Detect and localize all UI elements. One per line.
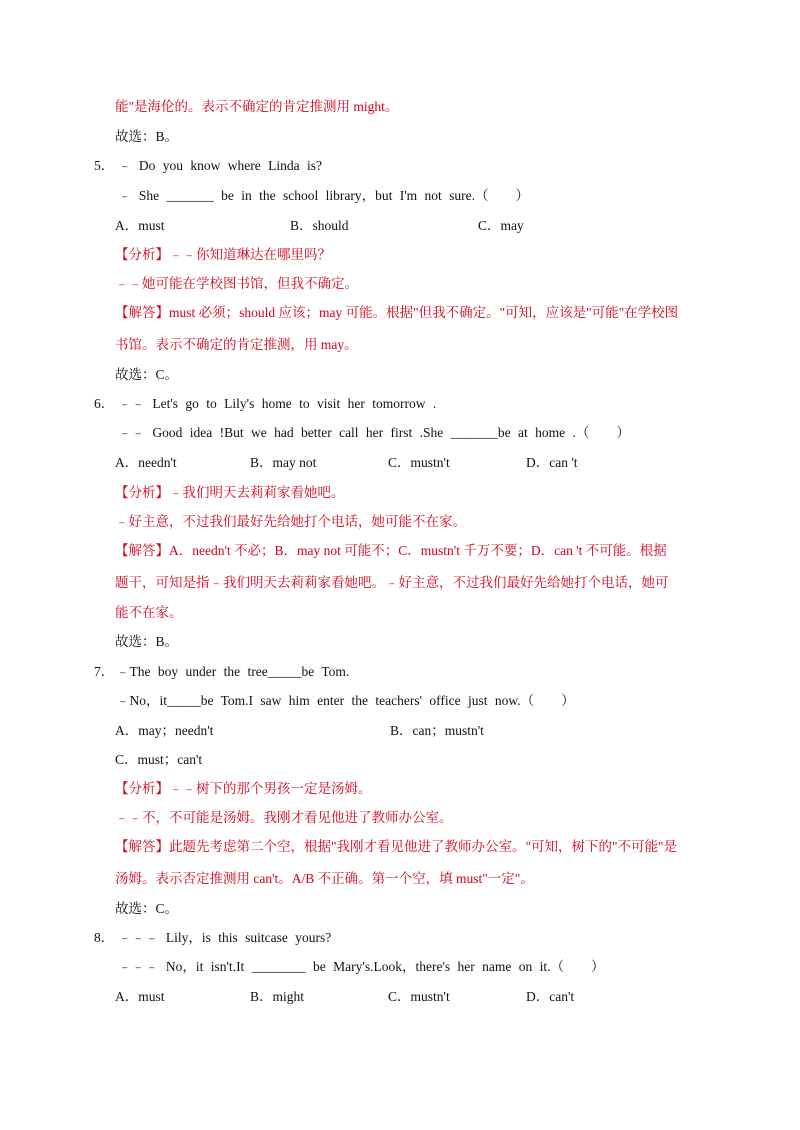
q5-option-c[interactable]: C．may bbox=[478, 218, 524, 233]
q6-option-a[interactable]: A．needn't bbox=[115, 455, 177, 470]
q6-solution-2: 题干，可知是指﹣我们明天去莉莉家看她吧。﹣好主意，不过我们最好先给她打个电话，她可 bbox=[115, 575, 669, 590]
q7-line2: ﹣No，it_____be Tom.I saw him enter the teachers' office just now.（ ） bbox=[116, 693, 575, 708]
q6-option-d[interactable]: D．can 't bbox=[526, 455, 578, 470]
q5-option-b[interactable]: B．should bbox=[290, 218, 349, 233]
q6-solution-3: 能不在家。 bbox=[115, 605, 183, 620]
q6-number: 6． bbox=[94, 396, 115, 411]
q5-analysis-2: ﹣﹣她可能在学校图书馆，但我不确定。 bbox=[115, 276, 358, 291]
q5-option-a[interactable]: A．must bbox=[115, 218, 165, 233]
q6-line1: ﹣﹣ Let's go to Lily's home to visit her tomorrow . bbox=[118, 396, 437, 411]
q7-analysis-1: 【分析】﹣﹣树下的那个男孩一定是汤姆。 bbox=[115, 781, 372, 796]
q6-analysis-1: 【分析】﹣我们明天去莉莉家看她吧。 bbox=[115, 485, 345, 500]
q7-solution-2: 汤姆。表示否定推测用 can't。A/B 不正确。第一个空，填 must"一定"。 bbox=[115, 871, 534, 886]
q5-solution-1: 【解答】must 必须；should 应该；may 可能。根据"但我不确定。"可知，应该是"可能"在学校图 bbox=[115, 305, 679, 320]
q8-option-b[interactable]: B．might bbox=[250, 989, 305, 1004]
q5-line2: ﹣ She _______ be in the school library，but I'm not sure.（ ） bbox=[118, 188, 530, 203]
q8-option-d[interactable]: D．can't bbox=[526, 989, 575, 1004]
q5-solution-2: 书馆。表示不确定的肯定推测，用 may。 bbox=[115, 337, 358, 352]
q8-number: 8． bbox=[94, 930, 115, 945]
q8-option-c[interactable]: C．mustn't bbox=[388, 989, 450, 1004]
q7-solution-1: 【解答】此题先考虑第二个空，根据"我刚才看见他进了教师办公室。"可知，树下的"不可能"是 bbox=[115, 839, 678, 854]
q7-option-c[interactable]: C．must；can't bbox=[115, 752, 203, 767]
q7-line1: ﹣The boy under the tree_____be Tom. bbox=[116, 664, 350, 679]
q6-answer: 故选：B。 bbox=[115, 634, 179, 649]
q7-option-a[interactable]: A．may；needn't bbox=[115, 723, 214, 738]
q7-number: 7． bbox=[94, 664, 115, 679]
q6-option-b[interactable]: B．may not bbox=[250, 455, 317, 470]
prev-analysis-tail: 能"是海伦的。表示不确定的肯定推测用 might。 bbox=[115, 99, 399, 114]
q5-number: 5． bbox=[94, 158, 115, 173]
q7-answer: 故选：C。 bbox=[115, 901, 179, 916]
prev-answer: 故选：B。 bbox=[115, 129, 179, 144]
q6-analysis-2: ﹣好主意，不过我们最好先给她打个电话，她可能不在家。 bbox=[115, 514, 466, 529]
q6-line2: ﹣﹣ Good idea !But we had better call her first .She _______be at home .（ ） bbox=[118, 425, 630, 440]
q6-option-c[interactable]: C．mustn't bbox=[388, 455, 450, 470]
q8-line2: ﹣﹣﹣ No，it isn't.It ________ be Mary's.Look，there's her name on it.（ ） bbox=[118, 959, 605, 974]
q7-option-b[interactable]: B．can；mustn't bbox=[390, 723, 484, 738]
q5-analysis-1: 【分析】﹣﹣你知道琳达在哪里吗？ bbox=[115, 247, 331, 262]
q5-line1: ﹣ Do you know where Linda is? bbox=[118, 158, 322, 173]
q6-solution-1: 【解答】A．needn't 不必；B．may not 可能不；C．mustn't 千万不要；D．can 't 不可能。根据 bbox=[115, 543, 667, 558]
q8-line1: ﹣﹣﹣ Lily，is this suitcase yours? bbox=[118, 930, 332, 945]
q5-answer: 故选：C。 bbox=[115, 367, 179, 382]
q7-analysis-2: ﹣﹣不，不可能是汤姆。我刚才看见他进了教师办公室。 bbox=[115, 810, 453, 825]
q8-option-a[interactable]: A．must bbox=[115, 989, 165, 1004]
